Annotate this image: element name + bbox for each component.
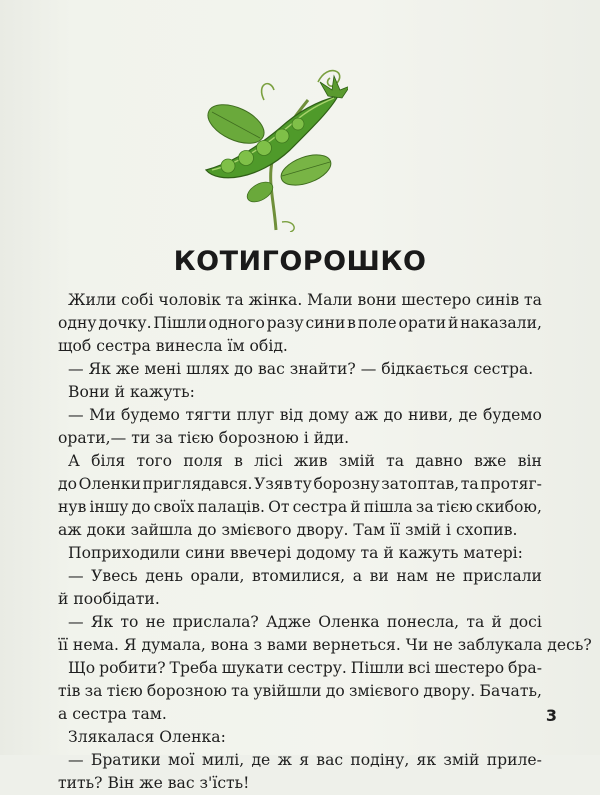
paragraph bbox=[58, 404, 542, 450]
paragraph bbox=[58, 358, 542, 381]
paragraph bbox=[58, 657, 542, 726]
text-line: тить? Він же вас з'їсть! bbox=[58, 774, 250, 792]
text-line: — Ми будемо тягти плуг від дому аж до ниви, де будемо bbox=[68, 406, 542, 424]
paragraph bbox=[58, 611, 592, 657]
paragraph bbox=[58, 381, 542, 404]
text-line: — Увесь день орали, втомилися, а ви нам не прислали bbox=[68, 567, 542, 585]
page-number: 3 bbox=[545, 706, 557, 725]
text-line: тів за тією борозною та увійшли до змієвого двору. Бачать, bbox=[58, 682, 542, 700]
text-line: — Братики мої милі, де ж я вас подіну, як змій приле- bbox=[68, 751, 542, 769]
text-line: щоб сестра винесла їм обід. bbox=[58, 337, 288, 355]
text-line: Жили собі чоловік та жінка. Мали вони шестеро синів та bbox=[68, 291, 542, 309]
story-text bbox=[58, 289, 592, 795]
text-line: нув іншу до своїх палаців. От сестра й пішла за тією скибою, bbox=[58, 498, 542, 516]
text-line: Злякалася Оленка: bbox=[68, 728, 226, 746]
text-line: Поприходили сини ввечері додому та й кажуть матері: bbox=[68, 544, 523, 562]
pea-pod-icon bbox=[198, 52, 348, 232]
text-line: а сестра там. bbox=[58, 705, 167, 723]
paragraph bbox=[58, 450, 542, 542]
text-line: аж доки зайшла до змієвого двору. Там її змій і схопив. bbox=[58, 521, 518, 539]
text-line: до Оленки приглядався. Узяв ту борозну затоптав, та протяг- bbox=[58, 475, 542, 493]
text-line: орати,— ти за тією борозною і йди. bbox=[58, 429, 350, 447]
text-line: — Як же мені шлях до вас знайти? — бідкається сестра. bbox=[68, 360, 534, 378]
text-line: — Як то не прислала? Адже Оленка понесла, та й досі bbox=[68, 613, 542, 631]
text-line: Що робити? Треба шукати сестру. Пішли всі шестеро бра- bbox=[68, 659, 542, 677]
paragraph bbox=[58, 565, 542, 611]
page-title: КОТИГОРОШКО bbox=[173, 246, 427, 277]
paragraph bbox=[58, 726, 542, 749]
paragraph bbox=[58, 749, 542, 795]
paragraph bbox=[58, 289, 542, 358]
text-line: А біля того поля в лісі жив змій та давно вже він bbox=[68, 452, 542, 470]
text-line: одну дочку. Пішли одного разу сини в поле орати й наказали, bbox=[58, 314, 542, 332]
text-line: Вони й кажуть: bbox=[68, 383, 195, 401]
text-line: її нема. Я думала, вона з вами вернеться. Чи не заблукала десь? bbox=[58, 636, 592, 654]
paragraph bbox=[58, 542, 542, 565]
text-line: й пообідати. bbox=[58, 590, 160, 608]
